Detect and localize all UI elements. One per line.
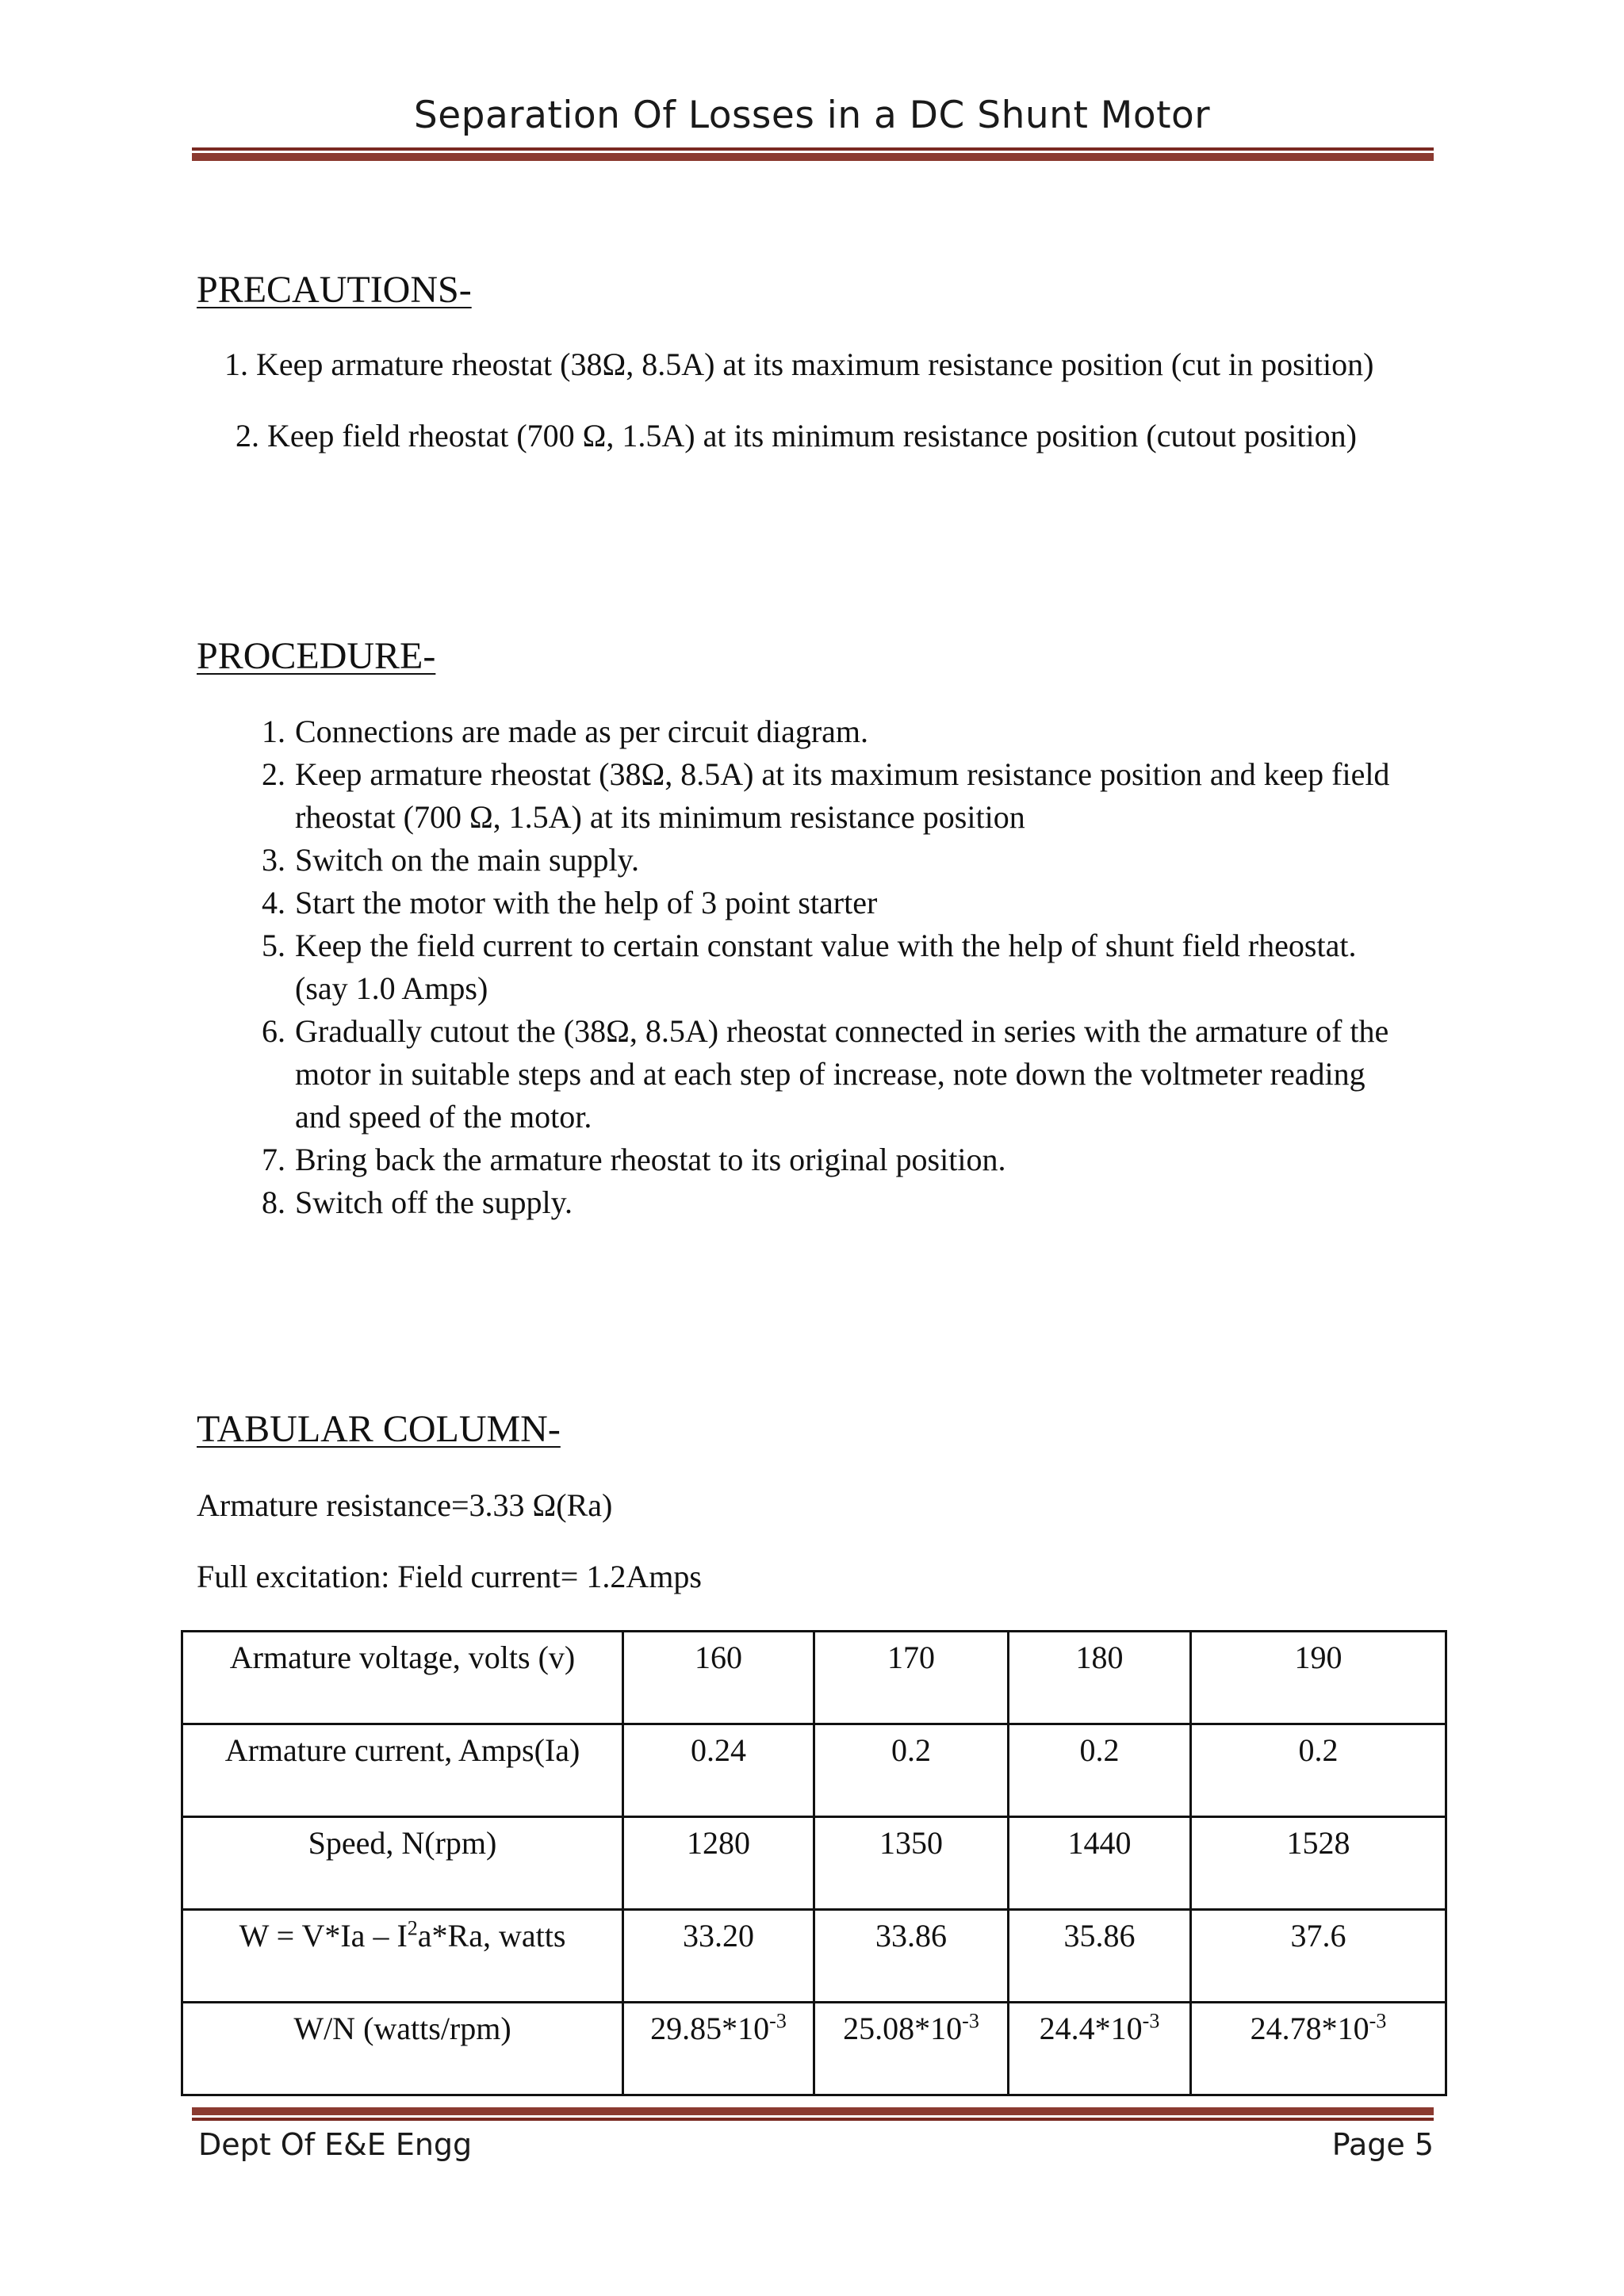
- procedure-item: 8. Switch off the supply.: [262, 1184, 573, 1220]
- table-cell: 1280: [623, 1817, 814, 1910]
- row-label: Speed, N(rpm): [182, 1817, 623, 1910]
- table-row: [182, 1724, 1446, 1817]
- table-cell: $29.85*10^{-3}$: [623, 2003, 814, 2095]
- table-cell: 1440: [1009, 1817, 1191, 1910]
- table-cell: 0.2: [1009, 1724, 1191, 1817]
- table-cell: $25.08*10^{-3}$: [814, 2003, 1009, 2095]
- table-cell: 0.24: [623, 1724, 814, 1817]
- table-cell: 33.86: [814, 1910, 1009, 2003]
- footer-divider: [192, 2107, 1434, 2121]
- row-label: $W = V*Ia - I^2a*Ra$, watts: [182, 1910, 623, 2003]
- footer-department: Dept Of E&E Engg: [198, 2127, 473, 2162]
- full-excitation-text: Full excitation: Field current= 1.2Amps: [197, 1559, 702, 1594]
- table-cell: 160: [623, 1632, 814, 1724]
- table-cell: 180: [1009, 1632, 1191, 1724]
- readings-table: [181, 1630, 1447, 2096]
- table-row: [182, 2003, 1446, 2095]
- table-cell: 33.20: [623, 1910, 814, 2003]
- row-label: W/N (watts/rpm): [182, 2003, 623, 2095]
- table-cell: 1528: [1191, 1817, 1446, 1910]
- armature-resistance-text: Armature resistance=3.33 Ω(Ra): [197, 1487, 613, 1523]
- table-cell: 190: [1191, 1632, 1446, 1724]
- row-label: Armature current, Amps(Ia): [182, 1724, 623, 1817]
- precaution-item: 2. Keep field rheostat (700 Ω, 1.5A) at its minimum resistance position (cutout position): [236, 418, 1357, 453]
- table-cell: 35.86: [1009, 1910, 1191, 2003]
- procedure-list: [262, 710, 1453, 1224]
- table-row: [182, 1632, 1446, 1724]
- table-row: [182, 1817, 1446, 1910]
- procedure-item: 6. Gradually cutout the (38Ω, 8.5A) rheostat connected in series with the armature of the motor in suitable steps and at each step of increase, note down the voltmeter reading and speed of the motor.: [262, 1013, 1389, 1135]
- table-cell: 170: [814, 1632, 1009, 1724]
- table-cell: 0.2: [814, 1724, 1009, 1817]
- procedure-item: 5. Keep the field current to certain constant value with the help of shunt field rheostat. (say 1.0 Amps): [262, 928, 1357, 1006]
- precaution-item: 1. Keep armature rheostat (38Ω, 8.5A) at its maximum resistance position (cut in position): [224, 346, 1374, 382]
- table-cell: 0.2: [1191, 1724, 1446, 1817]
- header-divider: [192, 147, 1434, 161]
- page-header-title: Separation Of Losses in a DC Shunt Motor: [413, 94, 1211, 137]
- procedure-item: 3. Switch on the main supply.: [262, 842, 640, 878]
- procedure-item: 1. Connections are made as per circuit diagram.: [262, 714, 869, 749]
- procedure-item: 4. Start the motor with the help of 3 point starter: [262, 885, 878, 920]
- table-cell: 37.6: [1191, 1910, 1446, 2003]
- table-row: [182, 1910, 1446, 2003]
- table-cell: $24.4*10^{-3}$: [1009, 2003, 1191, 2095]
- precautions-heading: PRECAUTIONS-: [197, 269, 472, 311]
- procedure-item: 2. Keep armature rheostat (38Ω, 8.5A) at its maximum resistance position and keep field rheostat (700 Ω, 1.5A) at its minimum resistance position: [262, 756, 1390, 835]
- table-cell: $24.78*10^{-3}$: [1191, 2003, 1446, 2095]
- table-cell: 1350: [814, 1817, 1009, 1910]
- procedure-item: 7. Bring back the armature rheostat to its original position.: [262, 1142, 1006, 1177]
- row-label: Armature voltage, volts (v): [182, 1632, 623, 1724]
- page-number: Page 5: [1331, 2127, 1434, 2162]
- tabular-column-heading: TABULAR COLUMN-: [197, 1408, 561, 1450]
- procedure-heading: PROCEDURE-: [197, 635, 436, 677]
